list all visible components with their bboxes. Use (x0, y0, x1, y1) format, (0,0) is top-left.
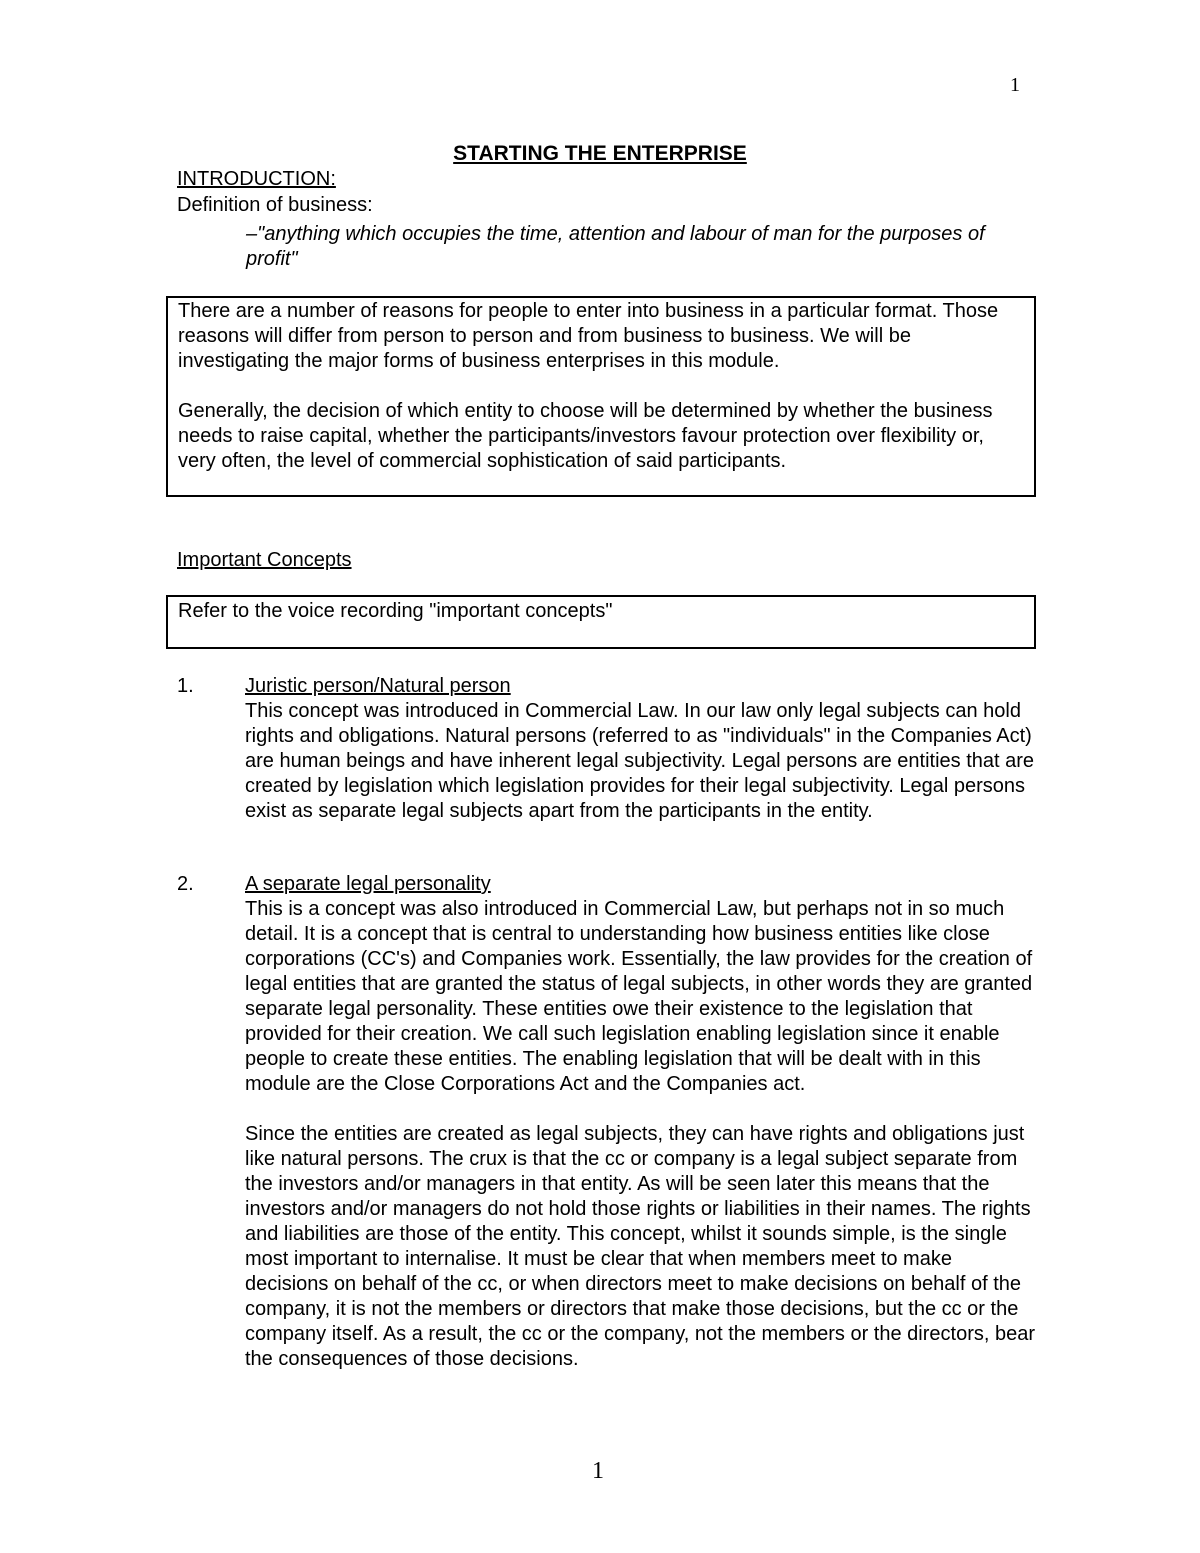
item-heading: A separate legal personality (245, 873, 491, 895)
item-paragraph: This is a concept was also introduced in Commercial Law, but perhaps not in so much detail. It is a concept that is central to understanding how business entities like close corporations (CC's) and Companies work. Essentially, the law provides for the creation of legal entities that are granted the status of legal subjects, in other words they are granted separate legal personality. These entities owe their existence to the legislation that provided for their creation. We call such legislation enabling legislation since it enable people to create these entities. The enabling legislation that will be dealt with in this module are the Close Corporations Act and the Companies act. (245, 898, 1033, 1095)
page-number-top: 1 (1010, 74, 1020, 96)
concept-item-juristic-person (177, 674, 1037, 824)
definition-label: Definition of business: (177, 194, 373, 216)
entity-choice-paragraph: Generally, the decision of which entity to choose will be determined by whether the business needs to raise capital, whether the participants/investors favour protection over flexibility or, very often, the level of commercial sophistication of said participants. (178, 400, 993, 472)
page-number-bottom: 1 (592, 1458, 604, 1484)
reasons-text-box (166, 296, 1036, 497)
item-heading: Juristic person/Natural person (245, 675, 511, 697)
item-paragraph: Since the entities are created as legal subjects, they can have rights and obligations just like natural persons. The crux is that the cc or company is a legal subject separate from the investors and/or managers in that entity. As will be seen later this means that the investors and/or managers do not hold those rights or liabilities in their names. The rights and liabilities are those of the entity. This concept, whilst it sounds simple, is the single most important to internalise. It must be clear that when members meet to make decisions on behalf of the cc, or when directors meet to make decisions on behalf of the company, it is not the members or directors that make those decisions, but the cc or the company itself. As a result, the cc or the company, not the members or the directors, bear the consequences of those decisions. (245, 1123, 1035, 1370)
reasons-paragraph: There are a number of reasons for people to enter into business in a particular format. Those reasons will differ from person to person and from business to business. We will be investigating the major forms of business enterprises in this module. (178, 300, 999, 372)
voice-recording-note-box (166, 595, 1036, 649)
definition-quote: –"anything which occupies the time, attention and labour of man for the purposes of profit" (246, 223, 985, 270)
item-number: 2. (177, 873, 194, 895)
voice-recording-note: Refer to the voice recording "important concepts" (178, 600, 613, 622)
concept-item-separate-legal-personality (177, 872, 1037, 1372)
item-number: 1. (177, 675, 194, 697)
item-paragraph: This concept was introduced in Commercial Law. In our law only legal subjects can hold rights and obligations. Natural persons (referred to as "individuals" in the Companies Act) are human beings and have inherent legal subjectivity. Legal persons are entities that are created by legislation which legislation provides for their legal subjectivity. Legal persons exist as separate legal subjects apart from the participants in the entity. (245, 700, 1035, 822)
introduction-label: INTRODUCTION: (177, 168, 336, 190)
important-concepts-heading: Important Concepts (177, 549, 352, 571)
document-title: STARTING THE ENTERPRISE (453, 142, 747, 165)
